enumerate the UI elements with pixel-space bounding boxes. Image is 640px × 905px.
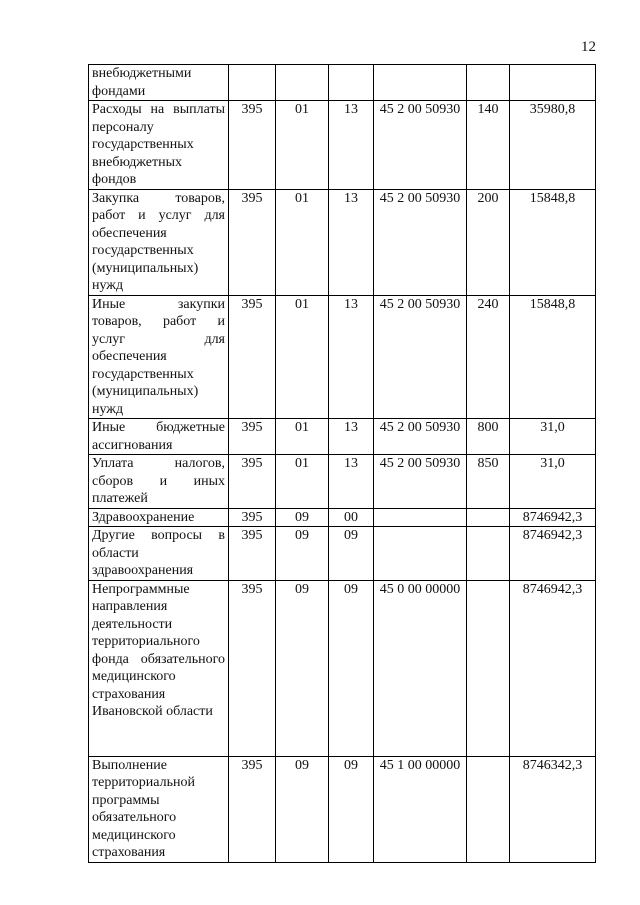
cell-name: внебюджетными фондами [89, 65, 229, 101]
cell-name: Здравоохранение [89, 508, 229, 527]
cell-podrazdel: 09 [329, 756, 374, 862]
cell-podrazdel: 13 [329, 189, 374, 295]
table-row [89, 101, 596, 190]
table-row [89, 527, 596, 581]
cell-vedomstvo: 395 [229, 508, 276, 527]
cell-name: Иные бюджетные ассигнования [89, 419, 229, 455]
cell-name: Другие вопросы в области здравоохранения [89, 527, 229, 581]
cell-amount [510, 65, 596, 101]
cell-vedomstvo: 395 [229, 101, 276, 190]
cell-podrazdel [329, 65, 374, 101]
table-row [89, 189, 596, 295]
cell-vr [467, 508, 510, 527]
cell-razdel: 09 [276, 508, 329, 527]
cell-amount: 8746342,3 [510, 756, 596, 862]
cell-amount: 15848,8 [510, 189, 596, 295]
cell-csr: 45 2 00 50930 [374, 419, 467, 455]
cell-name: Уплата налогов, сборов и иных платежей [89, 455, 229, 509]
cell-amount: 35980,8 [510, 101, 596, 190]
cell-vedomstvo: 395 [229, 756, 276, 862]
cell-csr [374, 65, 467, 101]
cell-name: Выполнение территориальной программы обязательного медицинского страхования [89, 756, 229, 862]
cell-amount: 8746942,3 [510, 527, 596, 581]
cell-name: Закупка товаров, работ и услуг для обеспечения государственных (муниципальных) нужд [89, 189, 229, 295]
cell-name: Иные закупки товаров, работ и услуг для обеспечения государственных (муниципальных) нужд [89, 295, 229, 419]
table-row [89, 580, 596, 756]
cell-razdel: 09 [276, 527, 329, 581]
cell-vedomstvo: 395 [229, 527, 276, 581]
cell-name: Непрограммные направления деятельности территориального фонда обязательного медицинского страхования Ивановской области [89, 580, 229, 756]
cell-csr [374, 508, 467, 527]
cell-vedomstvo: 395 [229, 189, 276, 295]
cell-razdel: 01 [276, 295, 329, 419]
cell-razdel: 01 [276, 189, 329, 295]
table-row [89, 65, 596, 101]
cell-csr: 45 2 00 50930 [374, 455, 467, 509]
table-row [89, 455, 596, 509]
cell-razdel: 01 [276, 101, 329, 190]
cell-podrazdel: 13 [329, 101, 374, 190]
cell-vedomstvo: 395 [229, 295, 276, 419]
cell-vr: 850 [467, 455, 510, 509]
cell-razdel [276, 65, 329, 101]
cell-vedomstvo: 395 [229, 419, 276, 455]
cell-amount: 8746942,3 [510, 580, 596, 756]
cell-amount: 31,0 [510, 419, 596, 455]
cell-vr [467, 580, 510, 756]
table-row [89, 419, 596, 455]
cell-razdel: 01 [276, 455, 329, 509]
page-number: 12 [581, 39, 596, 55]
cell-amount: 8746942,3 [510, 508, 596, 527]
cell-csr: 45 2 00 50930 [374, 189, 467, 295]
cell-amount: 31,0 [510, 455, 596, 509]
cell-csr [374, 527, 467, 581]
cell-razdel: 09 [276, 756, 329, 862]
cell-vedomstvo [229, 65, 276, 101]
table-row [89, 756, 596, 862]
cell-podrazdel: 09 [329, 580, 374, 756]
cell-vr: 140 [467, 101, 510, 190]
cell-csr: 45 1 00 00000 [374, 756, 467, 862]
cell-amount: 15848,8 [510, 295, 596, 419]
cell-vr: 800 [467, 419, 510, 455]
cell-podrazdel: 13 [329, 295, 374, 419]
cell-csr: 45 2 00 50930 [374, 295, 467, 419]
cell-csr: 45 0 00 00000 [374, 580, 467, 756]
cell-vr [467, 65, 510, 101]
cell-vr: 240 [467, 295, 510, 419]
cell-podrazdel: 13 [329, 455, 374, 509]
cell-vr [467, 756, 510, 862]
cell-razdel: 09 [276, 580, 329, 756]
cell-vr [467, 527, 510, 581]
cell-vedomstvo: 395 [229, 580, 276, 756]
cell-vedomstvo: 395 [229, 455, 276, 509]
table-row [89, 295, 596, 419]
table-row [89, 508, 596, 527]
cell-csr: 45 2 00 50930 [374, 101, 467, 190]
cell-podrazdel: 09 [329, 527, 374, 581]
cell-vr: 200 [467, 189, 510, 295]
cell-podrazdel: 13 [329, 419, 374, 455]
budget-table [88, 64, 596, 863]
cell-podrazdel: 00 [329, 508, 374, 527]
cell-razdel: 01 [276, 419, 329, 455]
cell-name: Расходы на выплаты персоналу государственных внебюджетных фондов [89, 101, 229, 190]
